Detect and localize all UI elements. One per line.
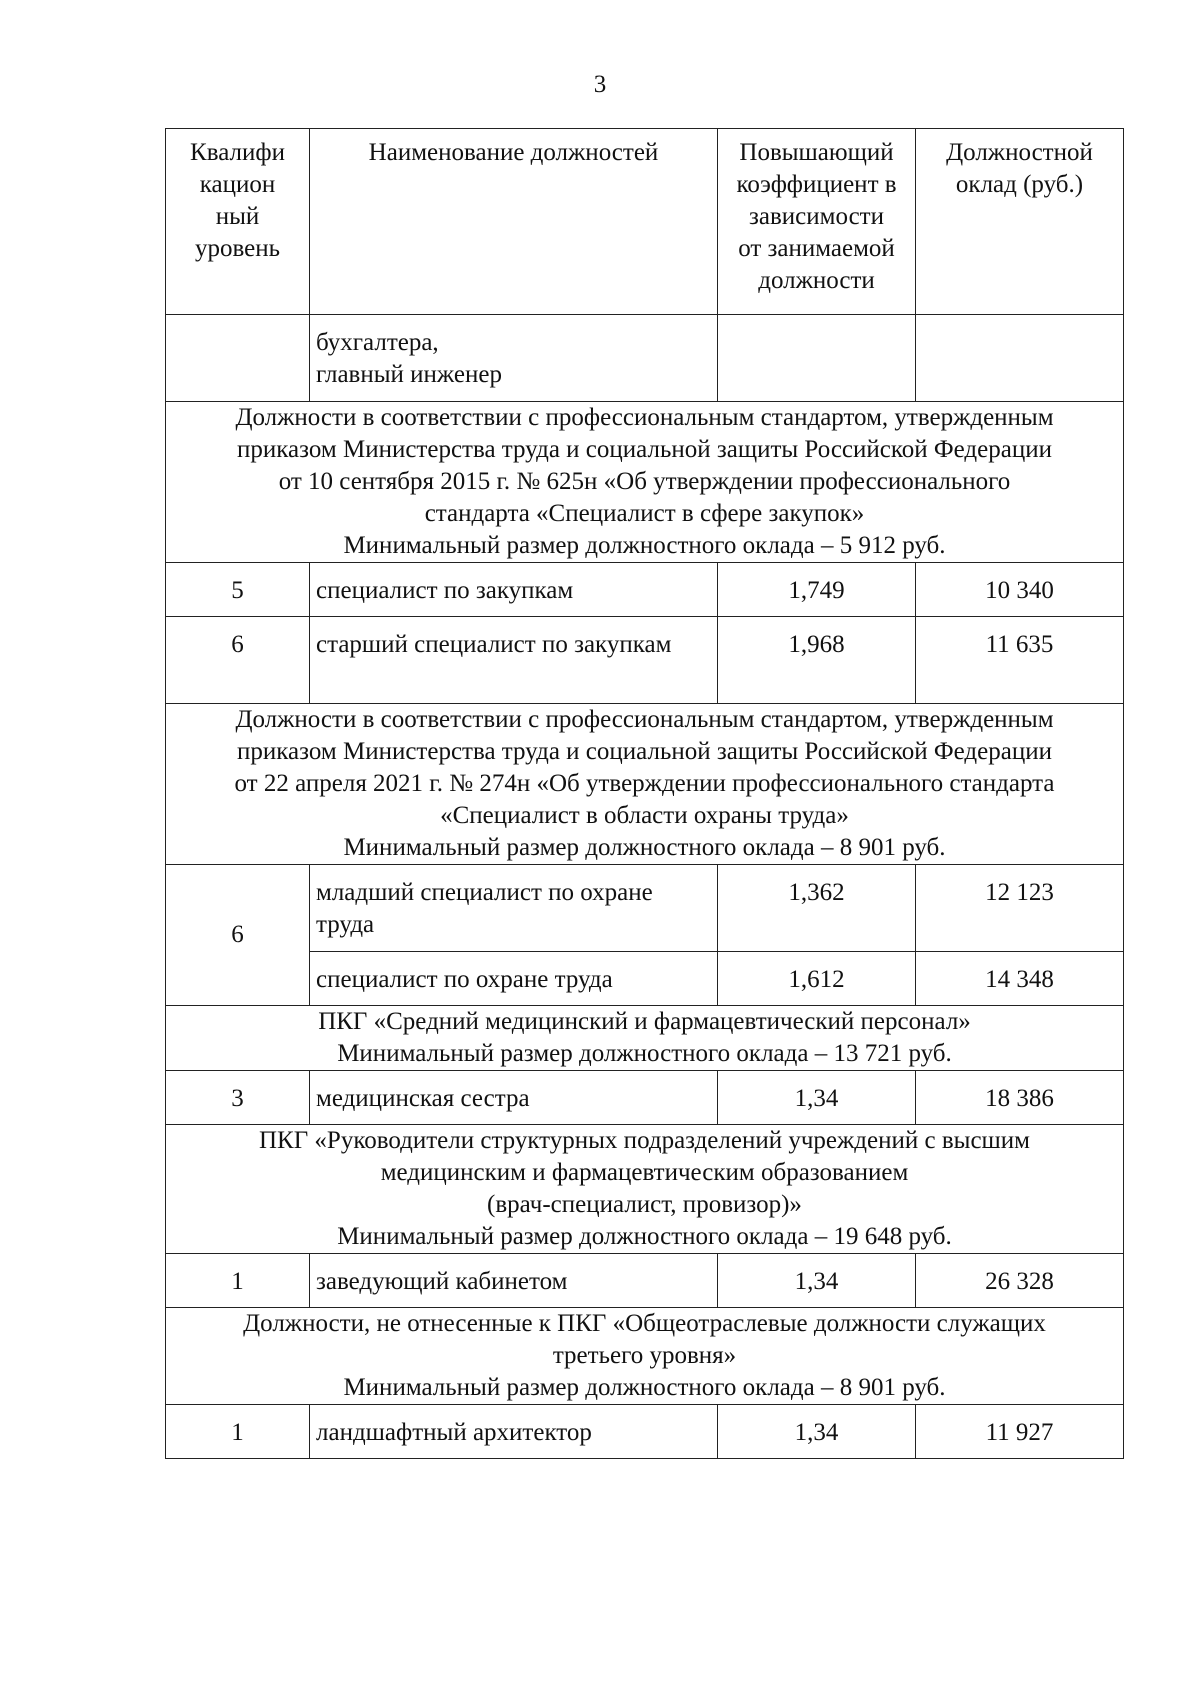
cell-level: 6 — [166, 865, 310, 1006]
salary-table — [165, 128, 1124, 1459]
cell-position-name: медицинская сестра — [310, 1071, 718, 1125]
section-title: ПКГ «Средний медицинский и фармацевтический персонал» Минимальный размер должностного оклада – 13 721 руб. — [166, 1006, 1124, 1071]
section-title: Должности, не отнесенные к ПКГ «Общеотраслевые должности служащих третьего уровня» Минимальный размер должностного оклада – 8 901 руб. — [166, 1308, 1124, 1405]
cell-salary: 10 340 — [916, 563, 1124, 617]
section-heading-non-pkg — [166, 1308, 1124, 1405]
table-row — [166, 617, 1124, 704]
cell-coefficient: 1,749 — [718, 563, 916, 617]
table-row — [166, 1405, 1124, 1459]
section-title: Должности в соответствии с профессиональным стандартом, утвержденным приказом Министерства труда и социальной защиты Российской Федерации от 10 сентября 2015 г. № 625н «Об утверждении профессионального стандарта «Специалист в сфере закупок» Минимальный размер должностного оклада – 5 912 руб. — [166, 402, 1124, 563]
header-position-name: Наименование должностей — [310, 129, 718, 315]
section-heading-labor-safety — [166, 704, 1124, 865]
cell-level: 3 — [166, 1071, 310, 1125]
header-salary: Должностной оклад (руб.) — [916, 129, 1124, 315]
header-coefficient: Повышающий коэффициент в зависимости от занимаемой должности — [718, 129, 916, 315]
table-header-row — [166, 129, 1124, 315]
cell-salary: 26 328 — [916, 1254, 1124, 1308]
cell-position-name: ландшафтный архитектор — [310, 1405, 718, 1459]
section-title: Должности в соответствии с профессиональным стандартом, утвержденным приказом Министерства труда и социальной защиты Российской Федерации от 22 апреля 2021 г. № 274н «Об утверждении профессионального стандарта «Специалист в области охраны труда» Минимальный размер должностного оклада – 8 901 руб. — [166, 704, 1124, 865]
cell-level-empty — [166, 315, 310, 402]
cell-salary: 12 123 — [916, 865, 1124, 952]
section-heading-medical-heads — [166, 1125, 1124, 1254]
cell-coefficient: 1,34 — [718, 1071, 916, 1125]
section-title: ПКГ «Руководители структурных подразделений учреждений с высшим медицинским и фармацевтическим образованием (врач-специалист, провизор)» Минимальный размер должностного оклада – 19 648 руб. — [166, 1125, 1124, 1254]
table-row — [166, 952, 1124, 1006]
cell-salary-empty — [916, 315, 1124, 402]
header-qualification-level: Квалифи кацион ный уровень — [166, 129, 310, 315]
cell-coefficient: 1,968 — [718, 617, 916, 704]
table-row — [166, 1254, 1124, 1308]
cell-coefficient: 1,34 — [718, 1254, 916, 1308]
cell-position-name: специалист по охране труда — [310, 952, 718, 1006]
page-number: 3 — [593, 71, 607, 98]
cell-level: 5 — [166, 563, 310, 617]
table-row — [166, 1071, 1124, 1125]
cell-position-name: старший специалист по закупкам — [310, 617, 718, 704]
cell-salary: 11 927 — [916, 1405, 1124, 1459]
cell-salary: 11 635 — [916, 617, 1124, 704]
table-row-continued — [166, 315, 1124, 402]
cell-salary: 18 386 — [916, 1071, 1124, 1125]
table-row — [166, 563, 1124, 617]
cell-position-name: заведующий кабинетом — [310, 1254, 718, 1308]
cell-position-name: младший специалист по охране труда — [310, 865, 718, 952]
table-row — [166, 865, 1124, 952]
cell-coefficient-empty — [718, 315, 916, 402]
cell-coefficient: 1,362 — [718, 865, 916, 952]
cell-position-name: бухгалтера, главный инженер — [310, 315, 718, 402]
section-heading-mid-medical — [166, 1006, 1124, 1071]
cell-level: 1 — [166, 1254, 310, 1308]
cell-coefficient: 1,34 — [718, 1405, 916, 1459]
section-heading-procurement — [166, 402, 1124, 563]
cell-level: 6 — [166, 617, 310, 704]
cell-salary: 14 348 — [916, 952, 1124, 1006]
cell-coefficient: 1,612 — [718, 952, 916, 1006]
cell-level: 1 — [166, 1405, 310, 1459]
cell-position-name: специалист по закупкам — [310, 563, 718, 617]
